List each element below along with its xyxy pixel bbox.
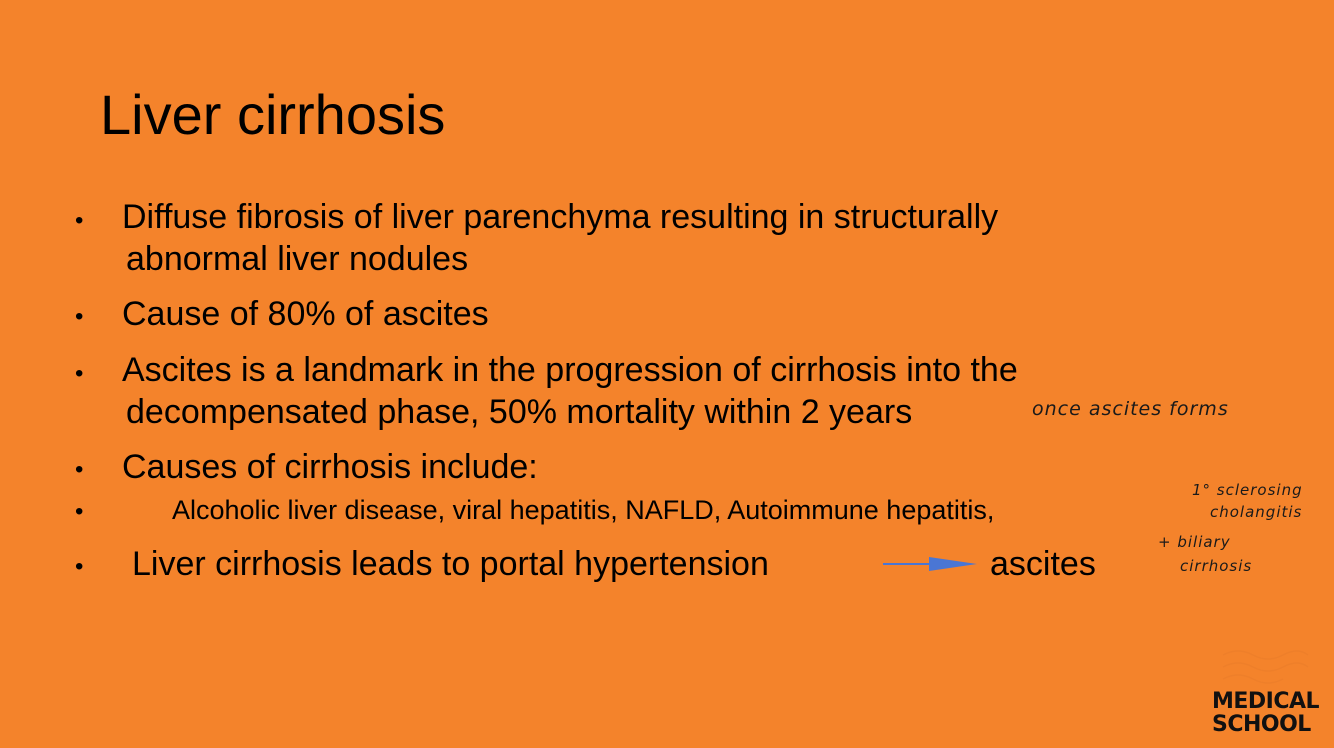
logo-mark-faint [1218,645,1313,685]
bullet-marker: • [75,498,84,525]
bullet-2-line-1: Cause of 80% of ascites [122,295,489,333]
logo-line-2: SCHOOL [1212,712,1311,737]
bullet-marker: • [75,553,84,580]
bullet-1-line-1: Diffuse fibrosis of liver parenchyma resulting in structurally [122,198,999,236]
logo-line-1: MEDICAL [1212,689,1320,714]
bullet-6-result: ascites [990,545,1096,583]
bullet-6-line-1: Liver cirrhosis leads to portal hypertension [132,545,769,583]
bullet-4-line-1: Causes of cirrhosis include: [122,448,538,486]
bullet-3-line-1: Ascites is a landmark in the progression of cirrhosis into the [122,351,1018,389]
slide-title: Liver cirrhosis [100,83,446,146]
bullet-marker: • [75,207,84,234]
bullet-marker: • [75,360,84,387]
right-arrow-icon [883,552,979,576]
handwritten-note-line-2: cholangitis [1210,503,1303,521]
handwritten-note-line-4: cirrhosis [1180,557,1253,575]
handwritten-note-line-3: + biliary [1158,533,1231,551]
handwritten-note-ascites-forms: once ascites forms [1032,398,1229,420]
handwritten-note-line-1: 1° sclerosing [1192,481,1303,499]
bullet-5-line-1: Alcoholic liver disease, viral hepatitis, NAFLD, Autoimmune hepatitis, [172,495,995,525]
medical-school-logo [1212,690,1319,736]
bullet-1-line-2: abnormal liver nodules [126,240,469,278]
bullet-marker: • [75,456,84,483]
bullet-3-line-2: decompensated phase, 50% mortality within 2 years [126,393,913,431]
bullet-marker: • [75,303,84,330]
